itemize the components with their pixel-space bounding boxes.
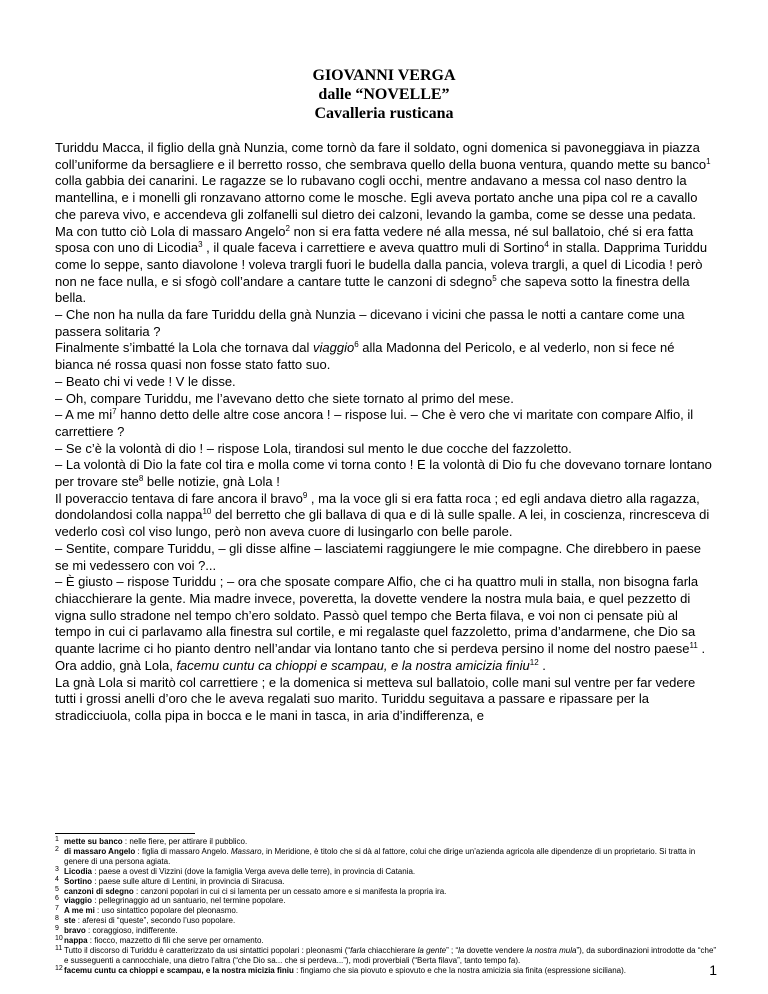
footnote	[55, 946, 717, 966]
footnote-ref[interactable]: 4	[544, 240, 549, 250]
footnote	[55, 847, 717, 867]
footnote	[55, 936, 717, 946]
italic-text: la	[458, 945, 465, 955]
text-run: Turiddu Macca, il figlio della gnà Nunzia, come tornò da fare il soldato, ogni domenica si pavoneggiava in piazza coll’uniforme da bersagliere e il berretto rosso, che sembrava quello della buona ventura, quando mette su banco	[55, 140, 707, 172]
dialogue-line: – Oh, compare Turiddu, me l’avevano detto che siete tornato al primo del mese.	[55, 390, 514, 406]
italic-text: la gente	[417, 945, 447, 955]
footnote-term: di massaro Angelo	[64, 846, 136, 856]
footnote-ref[interactable]: 2	[285, 223, 290, 233]
text-run: belle notizie, gnà Lola !	[143, 474, 280, 490]
footnote-text: ” ; “	[446, 945, 459, 955]
footnote	[55, 926, 717, 936]
footnote	[55, 966, 717, 976]
text-run: del berretto che gli ballava di qua e di là sulle spalle. A lei, in coscienza, rincresceva di vederlo così col viso lungo, però non aveva cuore di lusingarlo con belle parole.	[55, 507, 710, 540]
italic-text: farla	[350, 945, 366, 955]
text-run: che sapeva sotto la finestra della bella.	[55, 273, 690, 306]
footnote-term: facemu cuntu ca chioppi e scampau, e la nostra micizia finiu	[64, 965, 294, 975]
footnote-text: : fingiamo che sia piovuto e spiovuto e che la nostra amicizia sia finita (espressione siciliana).	[293, 965, 627, 975]
footnote	[55, 906, 717, 916]
footnote-number: 6	[55, 895, 59, 903]
dialogue-line: – Beato chi vi vede ! V le disse.	[55, 373, 236, 389]
footnote	[55, 916, 717, 926]
text-run: Finalmente s’imbatté la Lola che tornava dal	[55, 340, 313, 356]
text-run: alla Madonna del Pericolo, e al vederlo, non si fece né bianca né rossa quasi non fosse stato fatto suo.	[55, 340, 675, 373]
text-run: non si era fatta vedere né alla messa, né sul ballatoio, ché si era fatta sposa con uno di Licodia	[55, 223, 694, 256]
document-header	[0, 66, 768, 123]
footnote-number: 10	[55, 935, 63, 943]
footnote-ref[interactable]: 5	[492, 273, 497, 283]
footnote-term: ste	[64, 916, 76, 926]
footnote-text: : nelle fiere, per attirare il pubblico.	[122, 837, 248, 846]
footnote-separator	[55, 833, 195, 834]
paragraph	[55, 340, 715, 373]
footnote-ref[interactable]: 3	[198, 240, 203, 250]
footnote-term: Licodia	[64, 866, 93, 876]
dialogue-line: – Sentite, compare Turiddu, – gli disse alfine – lasciatemi raggiungere le mie compagne. Che direbbero in paese se mi vedessero con voi ?...	[55, 540, 702, 573]
footnote-text: : pellegrinaggio ad un santuario, nel termine popolare.	[92, 896, 286, 906]
footnotes	[55, 837, 717, 976]
footnote-ref[interactable]: 12	[529, 657, 539, 667]
collection-title: dalle “NOVELLE”	[318, 86, 450, 103]
footnote	[55, 887, 717, 897]
text-run: .	[538, 657, 546, 673]
footnote-text: chiacchierare	[365, 945, 418, 955]
story-title: Cavalleria rusticana	[314, 105, 454, 122]
italic-text: facemu cuntu ca chioppi e scampau, e la nostra amicizia finiu	[176, 657, 530, 673]
page-number: 1	[709, 962, 717, 978]
footnote-number: 2	[55, 845, 59, 853]
footnote-text: Tutto il discorso di Turiddu è caratterizzato da usi sintattici popolari : pleonasmi (“	[64, 945, 351, 955]
footnote-ref[interactable]: 7	[112, 407, 117, 417]
italic-text: la nostra mula	[526, 945, 577, 955]
footnote	[55, 896, 717, 906]
footnote-text: : paese sulle alture di Lentini, in provincia di Siracusa.	[92, 876, 285, 886]
footnote-number: 7	[55, 905, 59, 913]
footnote	[55, 877, 717, 887]
author-name: GIOVANNI VERGA	[312, 67, 456, 84]
text-run: , ma la voce gli si era fatta roca ; ed egli andava dietro alla ragazza, dondolandosi colla nappa	[55, 490, 700, 523]
text-run: . Ora addio, gnà Lola,	[55, 641, 706, 673]
footnote-text: : figlia di massaro Angelo.	[135, 846, 231, 856]
dialogue-line	[55, 574, 715, 674]
text-run: hanno detto delle altre cose ancora ! – rispose lui. – Che è vero che vi maritate con compare Alfio, il carrettiere ?	[55, 407, 694, 439]
text-run: colla gabbia dei canarini. Le ragazze se lo rubavano cogli occhi, mentre andavano a messa col naso dentro la mantellina, e i monelli gli ronzavano attorno come le mosche. Egli aveva portato anche una pipa col re a cavallo che pareva vivo, e accendeva gli zolfanelli sul dietro dei calzoni, levando la gamba, come se desse una pedata. Ma con tutto ciò Lola di massaro Angelo	[55, 173, 698, 239]
paragraph	[55, 140, 715, 307]
footnote-ref[interactable]: 9	[302, 490, 308, 500]
footnote-number: 8	[55, 915, 59, 923]
italic-text: viaggio	[312, 340, 355, 356]
footnote-text: : aferesi di “queste”, secondo l’uso popolare.	[75, 916, 236, 926]
footnote	[55, 837, 717, 847]
dialogue-line: – Se c’è la volontà di dio ! – rispose Lola, tirandosi sul mento le due cocche del fazzoletto.	[55, 440, 572, 456]
footnote-text: : uso sintattico popolare del pleonasmo.	[94, 906, 239, 916]
text-run: – La volontà di Dio la fate col tira e molla come vi torna conto ! E la volontà di Dio fu che dovevano tornare lontano per trovare ste	[55, 457, 712, 490]
footnote-text: : coraggioso, indifferente.	[85, 926, 178, 936]
footnote-ref[interactable]: 11	[689, 641, 698, 651]
footnote-number: 4	[55, 875, 59, 883]
footnote-text: ”), da subordinazioni introdotte da “che” e susseguenti a cannocchiale, una dietro l’altra (“che Dio sa... che si perdeva...”), modi proverbiali (“Berta filava”, tanto tempo fa).	[64, 945, 717, 965]
footnote-term: A me mi	[64, 906, 95, 916]
footnote-number: 1	[55, 836, 59, 843]
footnote-number: 3	[55, 865, 59, 873]
dialogue-line: – Che non ha nulla da fare Turiddu della gnà Nunzia – dicevano i vicini che passa le notti a cantare come una passera solitaria ?	[55, 307, 685, 339]
footnote-ref[interactable]: 8	[138, 474, 144, 484]
footnote-term: Sortino	[64, 876, 92, 886]
footnote-term: bravo	[64, 926, 86, 936]
footnote-text: dovette vendere	[464, 945, 527, 955]
footnote-term: canzoni di sdegno	[64, 886, 134, 896]
text-run: Il poveraccio tentava di fare ancora il bravo	[55, 490, 303, 506]
footnote-number: 5	[55, 885, 59, 893]
dialogue-line	[55, 457, 715, 490]
dialogue-line	[55, 407, 715, 440]
footnote-term: mette su banco	[64, 837, 123, 846]
text-run: in stalla. Dapprima Turiddu come lo seppe, santo diavolone ! voleva trargli fuori le budella dalla pancia, voleva trargli, a quel di Licodia ! però non ne face nulla, e si sfogò coll’andare a cantare tutte le canzoni di sdegno	[55, 240, 708, 289]
footnote-ref[interactable]: 1	[706, 156, 711, 166]
paragraph: La gnà Lola si maritò col carrettiere ; e la domenica si metteva sul ballatoio, colle mani sul ventre per far vedere tutti i grossi anelli d’oro che le aveva regalati suo marito. Turiddu seguitava a passare e ripassare per la stradicciuola, colla pipa in bocca e le mani in tasca, in aria d’indifferenza, e	[55, 674, 696, 723]
text-run: – È giusto – rispose Turiddu ; – ora che sposate compare Alfio, che ci ha quattro muli in stalla, non bisogna farla chiacchierare la gente. Mia madre invece, poveretta, la dovette vendere la nostra mula baia, e quel pezzetto di vigna sullo stradone nel tempo ch’ero soldato. Passò quel tempo che Berta filava, e voi non ci pensate più al tempo in cui ci parlavamo alla finestra sul cortile, e mi regalaste quel fazzoletto, prima d’andarmene, che Dio sa quante lacrime ci ho pianto dentro nell’andar via lontano tanto che si perdeva persino il nome del nostro paese	[55, 574, 699, 657]
footnote-ref[interactable]: 10	[202, 507, 212, 517]
footnote-number: 12	[55, 964, 63, 972]
story-text	[55, 140, 715, 725]
footnote-term: viaggio	[64, 896, 93, 906]
italic-text: Massaro	[230, 846, 262, 856]
footnote-text: : fiocco, mazzetto di fili che serve per ornamento.	[87, 936, 264, 946]
footnote-number: 9	[55, 925, 59, 933]
paragraph	[55, 491, 715, 541]
footnote-text: , in Meridione, è titolo che si dà al fattore, colui che dirige un’azienda agricola alle dipendenze di un proprietario. Si tratta in genere di una persona agiata.	[64, 846, 696, 866]
footnote-ref[interactable]: 6	[354, 340, 359, 350]
footnote-text: : canzoni popolari in cui ci si lamenta per un cessato amore e si manifesta la propria ira.	[133, 886, 447, 896]
footnote-text: : paese a ovest di Vizzini (dove la famiglia Verga aveva delle terre), in provincia di Catania.	[92, 866, 416, 876]
footnote	[55, 867, 717, 877]
footnote-term: nappa	[64, 936, 88, 946]
text-run: , il quale faceva i carrettiere e aveva quattro muli di Sortino	[202, 240, 545, 256]
text-run: – A me mi	[55, 407, 113, 423]
footnote-number: 11	[55, 944, 63, 952]
